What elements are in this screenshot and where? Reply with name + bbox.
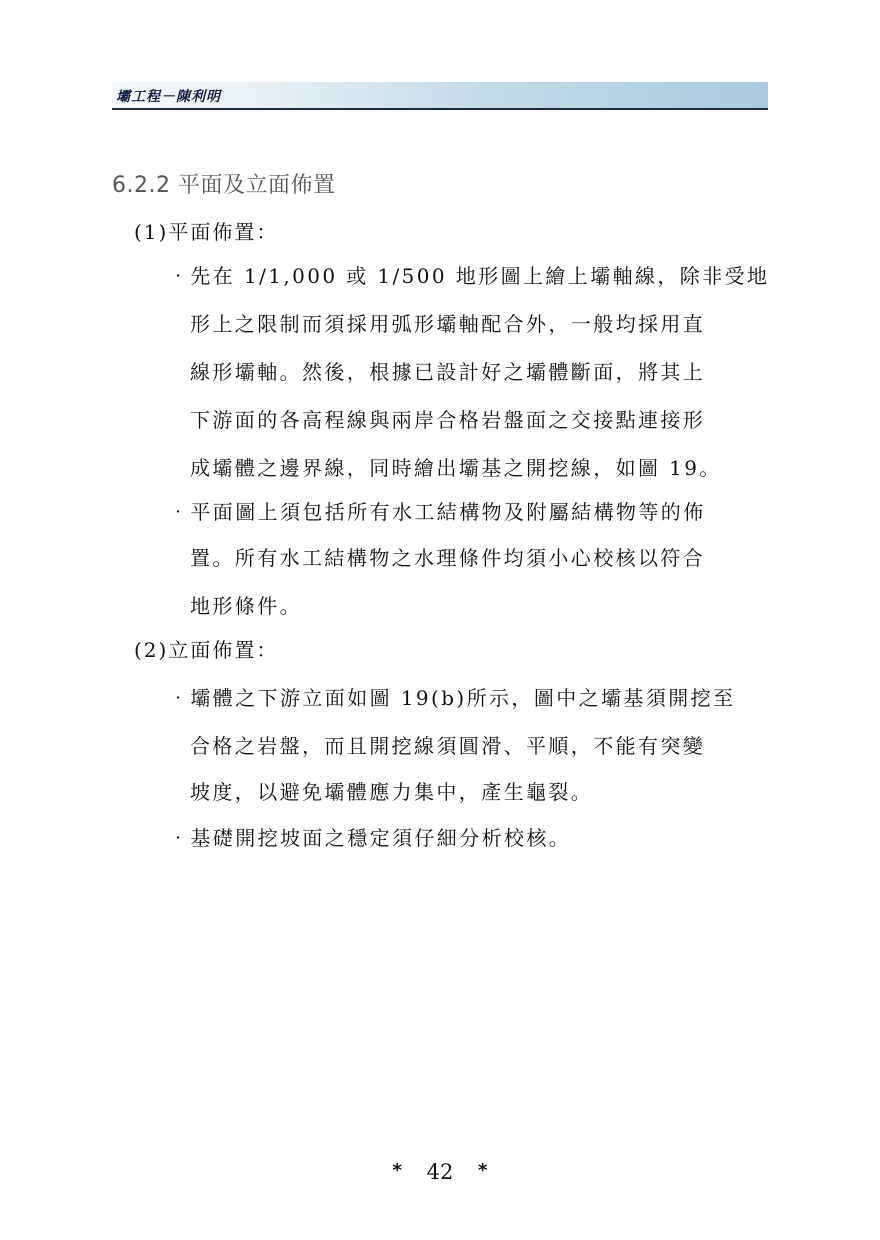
paragraph-line: 平面圖上須包括所有水工結構物及附屬結構物等的佈 xyxy=(190,500,706,524)
paragraph-line: 成壩體之邊界線，同時繪出壩基之開挖線，如圖 19。 xyxy=(190,456,722,480)
paragraph-line: 基礎開挖坡面之穩定須仔細分析校核。 xyxy=(190,826,572,850)
bullet-dot: ‧ xyxy=(168,264,191,288)
footer-star-right: * xyxy=(478,1160,488,1181)
paragraph-line: 下游面的各高程線與兩岸合格岩盤面之交接點連接形 xyxy=(190,408,706,432)
page-number: 42 xyxy=(426,1160,454,1184)
paragraph-line: 壩體之下游立面如圖 19(b)所示，圖中之壩基須開挖至 xyxy=(190,686,736,710)
list-item xyxy=(168,682,768,711)
section-title: 6.2.2 平面及立面佈置 xyxy=(112,173,336,198)
subsection-heading-plan-layout: (1)平面佈置： xyxy=(134,220,279,244)
paragraph-line: 線形壩軸。然後，根據已設計好之壩體斷面，將其上 xyxy=(190,360,706,384)
subsection-heading-elevation-layout: (2)立面佈置： xyxy=(134,638,279,662)
paragraph-line: 坡度，以避免壩體應力集中，產生龜裂。 xyxy=(190,780,594,804)
paragraph-line: 形上之限制而須採用弧形壩軸配合外，一般均採用直 xyxy=(190,312,706,336)
paragraph-line: 先在 1/1,000 或 1/500 地形圖上繪上壩軸線，除非受地 xyxy=(190,264,770,288)
list-item xyxy=(168,822,768,851)
paragraph-line: 合格之岩盤，而且開挖線須圓滑、平順，不能有突變 xyxy=(190,734,706,758)
bullet-dot: ‧ xyxy=(168,826,191,850)
list-item xyxy=(168,496,768,525)
running-header xyxy=(112,82,768,110)
bullet-dot: ‧ xyxy=(168,500,191,524)
footer-star-left: * xyxy=(392,1160,402,1181)
paragraph-line: 地形條件。 xyxy=(190,594,302,618)
bullet-dot: ‧ xyxy=(168,686,191,710)
list-item xyxy=(168,260,768,289)
page-footer xyxy=(0,1160,880,1184)
running-header-title: 壩工程－陳利明 xyxy=(116,89,221,105)
paragraph-line: 置。所有水工結構物之水理條件均須小心校核以符合 xyxy=(190,546,706,570)
